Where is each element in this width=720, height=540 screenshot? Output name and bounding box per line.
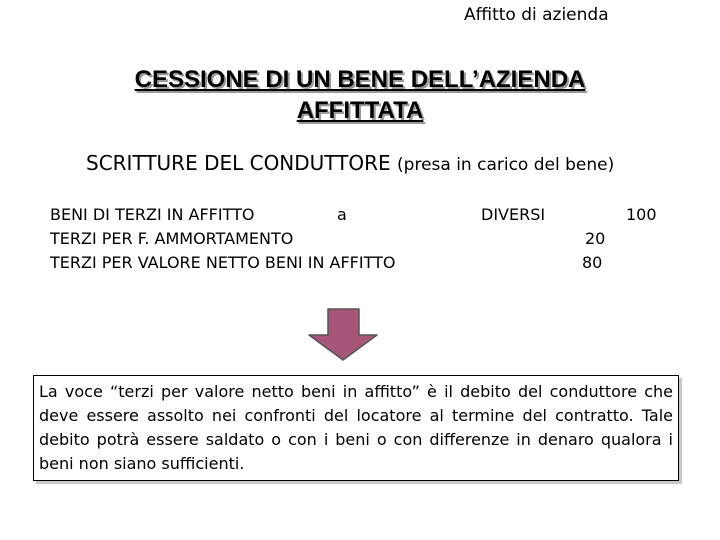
entry-row1-counter-account: DIVERSI xyxy=(481,205,546,224)
explanation-text: La voce “terzi per valore netto beni in affitto” è il debito del conduttore che deve essere assolto nei confronti del locatore al termine del contratto. Tale debito potrà essere saldato o con i beni o con differenze in denaro qualora i beni non siano sufficienti. xyxy=(39,382,673,473)
entry-row3-account: TERZI PER VALORE NETTO BENI IN AFFITTO xyxy=(50,253,396,272)
explanation-box xyxy=(33,375,679,481)
entry-row1-amount: 100 xyxy=(626,205,657,224)
slide-subtitle xyxy=(86,151,614,175)
slide-title xyxy=(0,64,720,126)
entry-row3-amount: 80 xyxy=(582,253,603,272)
down-arrow-icon xyxy=(306,308,380,362)
entry-row1-account: BENI DI TERZI IN AFFITTO xyxy=(50,205,255,224)
subtitle-parenthetical: (presa in carico del bene) xyxy=(397,155,615,175)
entry-row1-connector: a xyxy=(337,205,347,224)
entry-row2-amount: 20 xyxy=(585,229,606,248)
entry-row2-account: TERZI PER F. AMMORTAMENTO xyxy=(50,229,294,248)
subtitle-main: SCRITTURE DEL CONDUTTORE xyxy=(86,151,391,175)
slide-title-line-2: AFFITTATA xyxy=(296,97,424,124)
slide-title-line-1: CESSIONE DI UN BENE DELL’AZIENDA xyxy=(134,66,586,93)
slide-header-label: Affitto di azienda xyxy=(464,5,609,25)
